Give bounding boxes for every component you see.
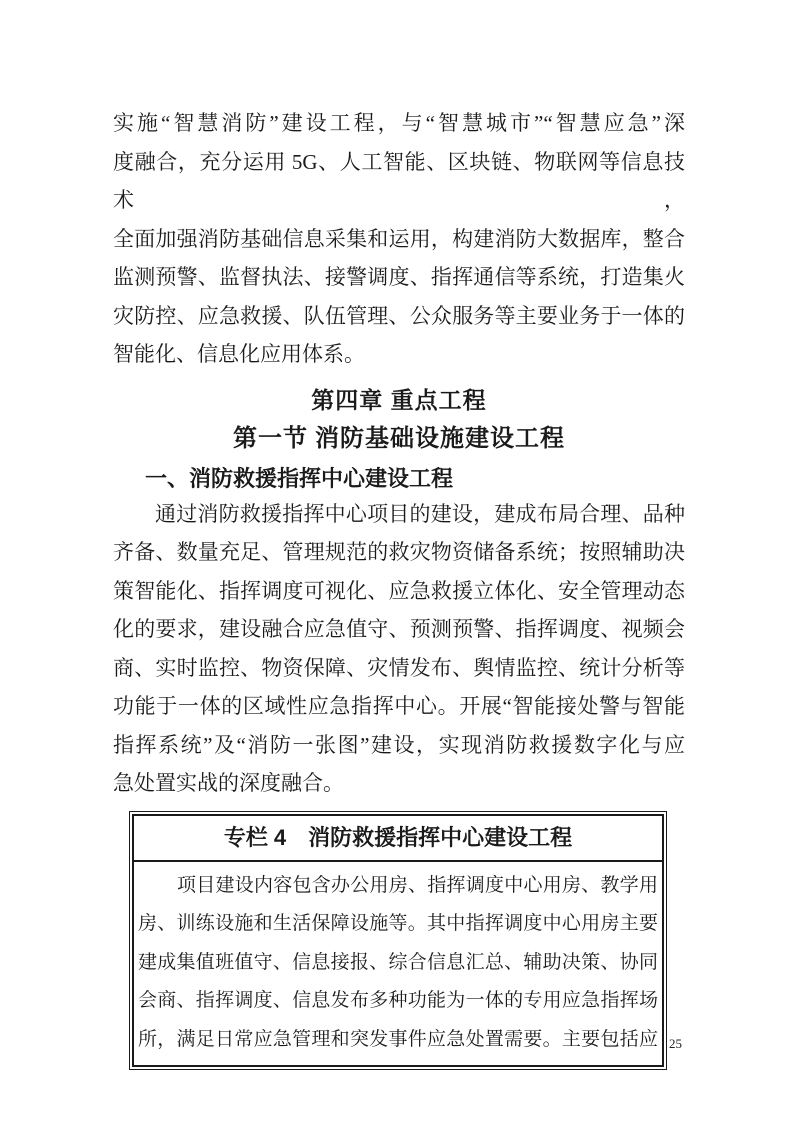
chapter-heading: 第四章 重点工程	[311, 386, 487, 413]
callout-box-title: 专栏 4 消防救援指挥中心建设工程	[134, 816, 662, 862]
callout-box-inner-border	[132, 814, 664, 1068]
callout-line: 所，满足日常应急管理和突发事件应急处置需要。主要包括应	[138, 1028, 658, 1050]
callout-box	[129, 811, 667, 1071]
callout-line: 会商、指挥调度、信息发布多种功能为一体的专用应急指挥场	[138, 990, 658, 1011]
paragraph-line: 度融合，充分运用 5G、人工智能、区块链、物联网等信息技术，	[113, 149, 685, 212]
paragraph-line: 功能于一体的区域性应急指挥中心。开展“智能接处警与智能	[113, 694, 685, 718]
callout-line: 建成集值班值守、信息接报、综合信息汇总、辅助决策、协同	[138, 951, 658, 973]
paragraph-line: 智能化、信息化应用体系。	[113, 342, 365, 366]
paragraph-line: 急处置实战的深度融合。	[113, 771, 344, 795]
callout-line: 房、训练设施和生活保障设施等。其中指挥调度中心用房主要	[138, 913, 658, 934]
paragraph-line: 实施“智慧消防”建设工程，与“智慧城市”“智慧应急”深	[113, 111, 685, 135]
section-heading: 第一节 消防基础设施建设工程	[233, 425, 565, 452]
paragraph-line: 齐备、数量充足、管理规范的救灾物资储备系统；按照辅助决	[113, 540, 685, 564]
paragraph-line: 商、实时监控、物资保障、灾情发布、舆情监控、统计分析等	[113, 655, 685, 680]
page-content	[113, 104, 685, 1070]
subsection-heading: 一、消防救援指挥中心建设工程	[145, 465, 454, 491]
paragraph-line: 化的要求，建设融合应急值守、预测预警、指挥调度、视频会	[113, 617, 685, 641]
paragraph-line: 通过消防救援指挥中心项目的建设，建成布局合理、品种	[155, 501, 685, 526]
paragraph-line: 监测预警、监督执法、接警调度、指挥通信等系统，打造集火	[113, 265, 685, 289]
page-number: 25	[669, 1036, 682, 1051]
paragraph-line: 指挥系统”及“消防一张图”建设，实现消防救援数字化与应	[113, 732, 685, 757]
callout-box-body	[134, 862, 662, 1066]
paragraph-line: 策智能化、指挥调度可视化、应急救援立体化、安全管理动态	[113, 578, 685, 603]
paragraph-line: 全面加强消防基础信息采集和运用，构建消防大数据库，整合	[113, 226, 685, 251]
body-paragraph-1	[113, 104, 685, 374]
paragraph-line: 灾防控、应急救援、队伍管理、公众服务等主要业务于一体的	[113, 303, 685, 328]
callout-line: 项目建设内容包含办公用房、指挥调度中心用房、教学用	[177, 874, 658, 896]
body-paragraph-2	[113, 495, 685, 803]
